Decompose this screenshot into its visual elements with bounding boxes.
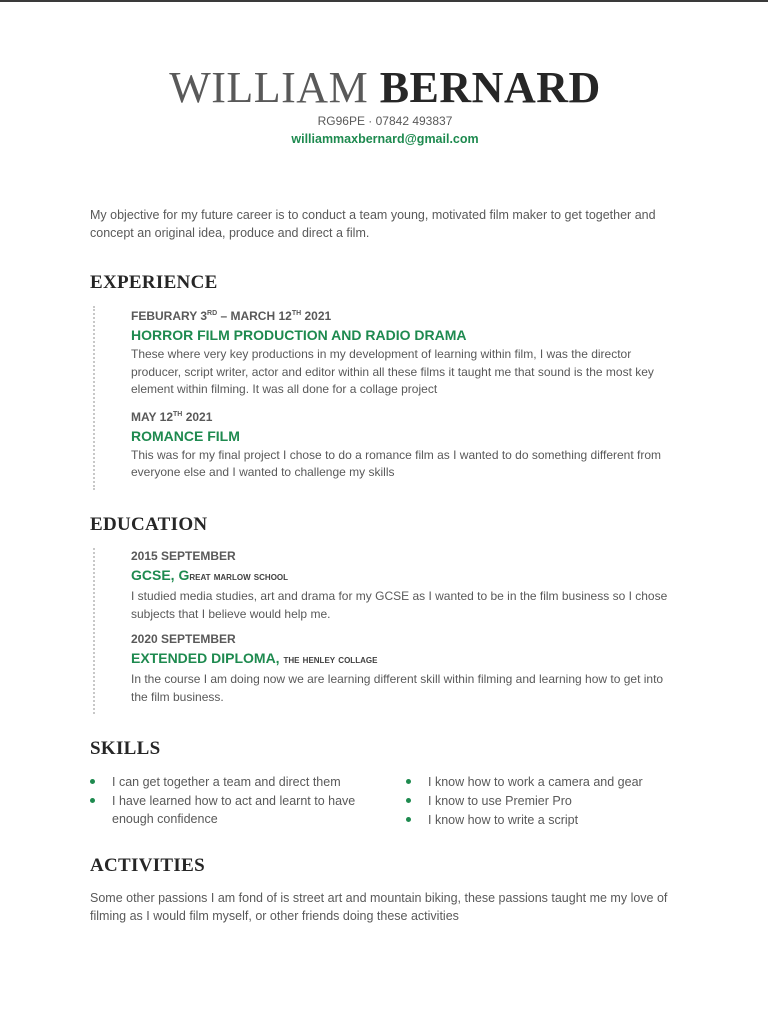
last-name: BERNARD [379,63,601,112]
entry-date: FEBURARY 3RD – MARCH 12TH 2021 [131,309,332,323]
skill-item: I know how to work a camera and gear [406,773,680,791]
entry-description: This was for my final project I chose to do a romance film as I wanted to do something different from everyone else and I wanted to challenge my skills [131,447,662,479]
skills-column-right [406,773,680,830]
skill-item: I can get together a team and direct them [90,773,380,791]
entry-date: MAY 12TH 2021 [131,409,213,424]
entry-title: EXTENDED DIPLOMA, the henley collage [131,650,378,666]
skills-column-left [90,773,380,829]
skill-item: I know to use Premier Pro [406,792,680,810]
entry-date: 2015 SEPTEMBER [131,549,236,563]
activities-text: Some other passions I am fond of is street art and mountain biking, these passions taught me my love of filming as I would film myself, or other friends doing these activities [90,891,668,923]
entry-date: 2020 SEPTEMBER [131,632,236,646]
entry-title: GCSE, Great marlow school [131,567,289,583]
contact-info: RG96PE · 07842 493837 [317,114,453,128]
entry-description: In the course I am doing now we are learning different skill within filming and learning how to get into the film business. [131,672,664,704]
skill-item: I know how to write a script [406,811,680,829]
objective-text: My objective for my future career is to conduct a team young, motivated film maker to get together and concept an original idea, produce and direct a film. [90,208,656,240]
email-link[interactable]: williammaxbernard@gmail.com [291,132,479,146]
education-timeline [93,548,683,714]
skill-item: I have learned how to act and learnt to have enough confidence [90,792,380,828]
skills-heading: SKILLS [90,738,161,759]
entry-title: ROMANCE FILM [131,427,240,444]
first-name: WILLIAM [169,63,369,112]
education-entry [131,631,683,706]
entry-description: These where very key productions in my development of learning within film, I was the director producer, script writer, actor and editor within all these films it taught me that sound is the most key element within filming. It was all done for a collage project [131,347,654,396]
education-entry [131,548,683,623]
experience-heading: EXPERIENCE [90,272,218,293]
activities-heading: ACTIVITIES [90,855,205,876]
entry-title: HORROR FILM PRODUCTION AND RADIO DRAMA [131,327,467,343]
experience-entry [131,407,683,482]
education-heading: EDUCATION [90,514,208,535]
entry-description: I studied media studies, art and drama for my GCSE as I wanted to be in the film business so I chose subjects that I believe would help me. [131,589,668,621]
experience-entry [131,306,683,399]
experience-timeline [93,306,683,490]
top-border-line [0,0,768,2]
candidate-name [90,62,680,113]
